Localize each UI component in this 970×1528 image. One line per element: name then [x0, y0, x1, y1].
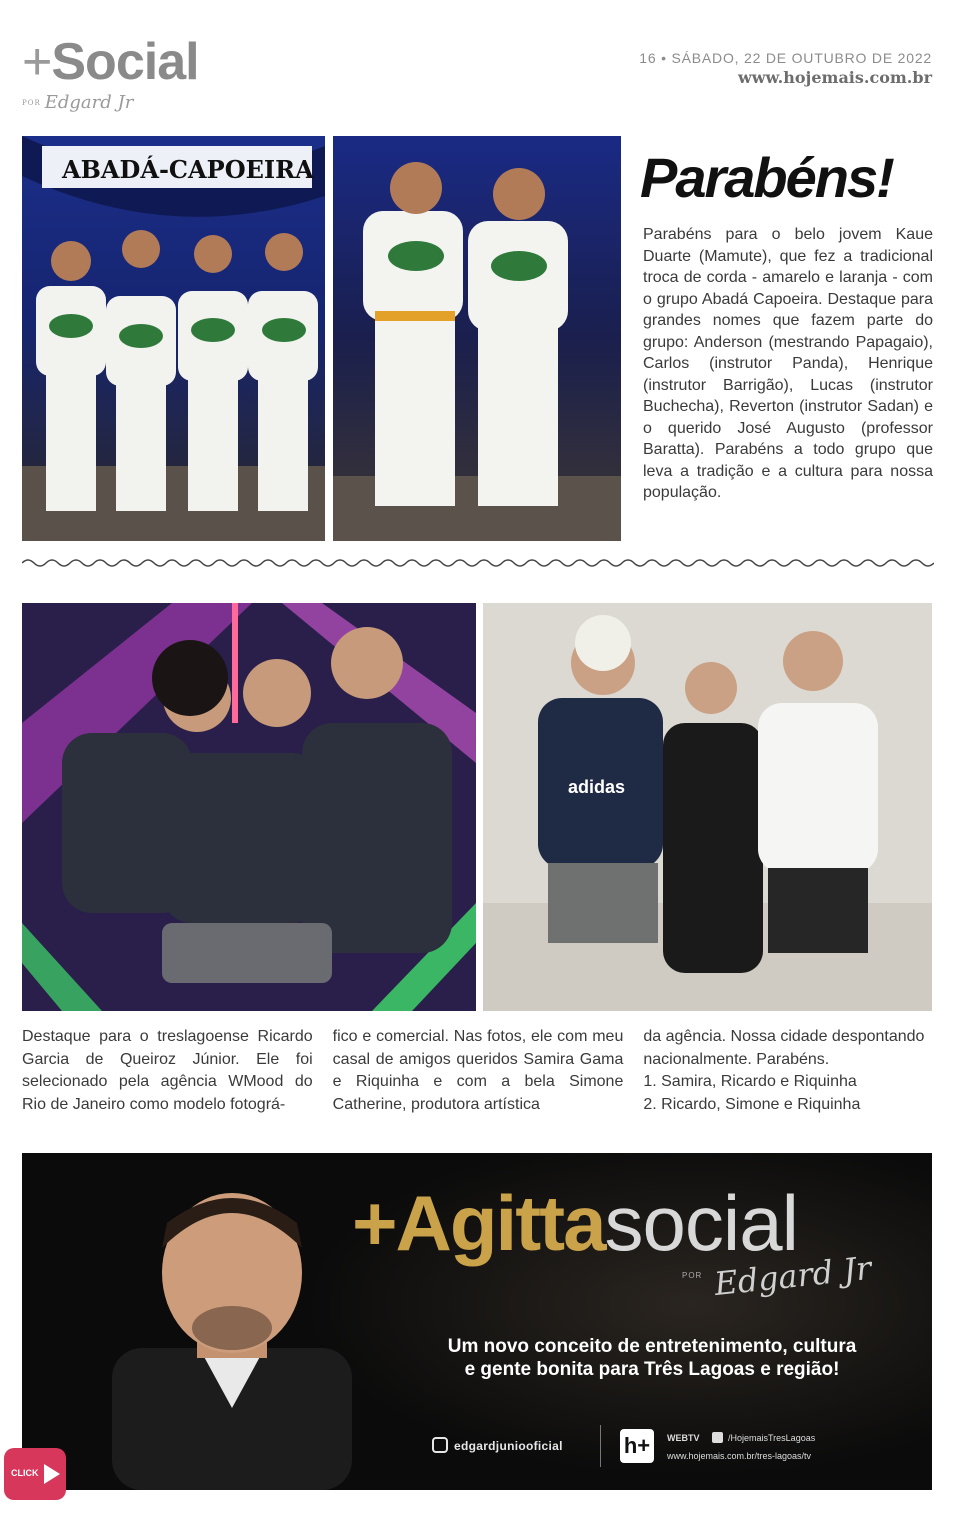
article-body-capoeira: Parabéns para o belo jovem Kaue Duarte (Mamute), que fez a tradicional troca de corda - amarelo e laranja - com o grupo Abadá Capoeira. Destaque para grandes nomes que fazem parte do grupo: Anderson (mestrando Papagaio), Carlos (instrutor Panda), Henrique (instrutor Barrigão), Lucas (instrutor Buchecha), Reverton (instrutor Sadan) e o querido José Augusto (professor Baratta). Parabéns a todo grupo que leva a tradição e a cultura para nossa população. [643, 226, 933, 501]
ad-webtv-label: WEBTV [667, 1433, 700, 1443]
click-button[interactable] [4, 1448, 66, 1500]
article-column-2: fico e comercial. Nas fotos, ele com meu casal de amigos queridos Samira Gama e Riquinha e com a bela Simone Catherine, produtora artística [332, 1028, 624, 1113]
wavy-divider [22, 555, 934, 571]
masthead [22, 34, 262, 124]
ad-footer-divider [600, 1425, 601, 1467]
svg-text:ABADÁ-CAPOEIRA: ABADÁ-CAPOEIRA [62, 155, 314, 184]
page-meta [639, 50, 932, 87]
article-column-3-text: da agência. Nossa cidade despontando nacionalmente. Parabéns. [643, 1028, 925, 1068]
section-title: +Social [22, 33, 199, 91]
caption-item-2: 2. Ricardo, Simone e Riquinha [643, 1095, 861, 1113]
ad-signature: Edgard Jr [712, 1248, 874, 1304]
article-column-3 [643, 1026, 934, 1116]
photo-ricardo-simone-riquinha [483, 603, 932, 1011]
ad-tagline: Um novo conceito de entretenimento, cultura e gente bonita para Três Lagoas e região! [447, 1336, 857, 1380]
article-column-1: Destaque para o treslagoense Ricardo Garcia de Queiroz Júnior. Ele foi selecionado pela agência WMood do Rio de Janeiro como modelo fotográ- [22, 1028, 313, 1113]
ad-footer [432, 1421, 892, 1471]
page-date-line: 16 • SÁBADO, 22 DE OUTUBRO DE 2022 [639, 50, 932, 66]
photo-capoeira-group [22, 136, 325, 541]
article-body-model [22, 1026, 934, 1116]
ad-facebook-handle[interactable]: /HojemaisTresLagoas [728, 1433, 816, 1443]
ad-brand-logo: +Agittasocial [352, 1179, 798, 1267]
ad-banner-agitta-social[interactable] [22, 1153, 932, 1490]
play-arrow-icon [44, 1464, 60, 1484]
ad-host-portrait [92, 1178, 372, 1490]
svg-text:adidas: adidas [568, 777, 626, 797]
facebook-icon [712, 1432, 723, 1443]
photo-cord-exchange [333, 136, 621, 541]
headline: Parabéns! [640, 146, 893, 209]
caption-item-1: 1. Samira, Ricardo e Riquinha [643, 1073, 857, 1090]
site-url[interactable]: www.hojemais.com.br [737, 68, 932, 87]
instagram-icon [432, 1437, 448, 1453]
photo-samira-ricardo-riquinha [22, 603, 476, 1011]
author-signature: POR Edgard Jr [22, 92, 134, 113]
ad-url[interactable]: www.hojemais.com.br/tres-lagoas/tv [667, 1451, 812, 1461]
hojemais-logo-icon: h+ [620, 1429, 654, 1463]
ad-por-label: POR [682, 1271, 703, 1280]
ad-instagram[interactable]: edgardjuniooficial [432, 1437, 563, 1453]
click-label: CLICK [11, 1468, 39, 1478]
